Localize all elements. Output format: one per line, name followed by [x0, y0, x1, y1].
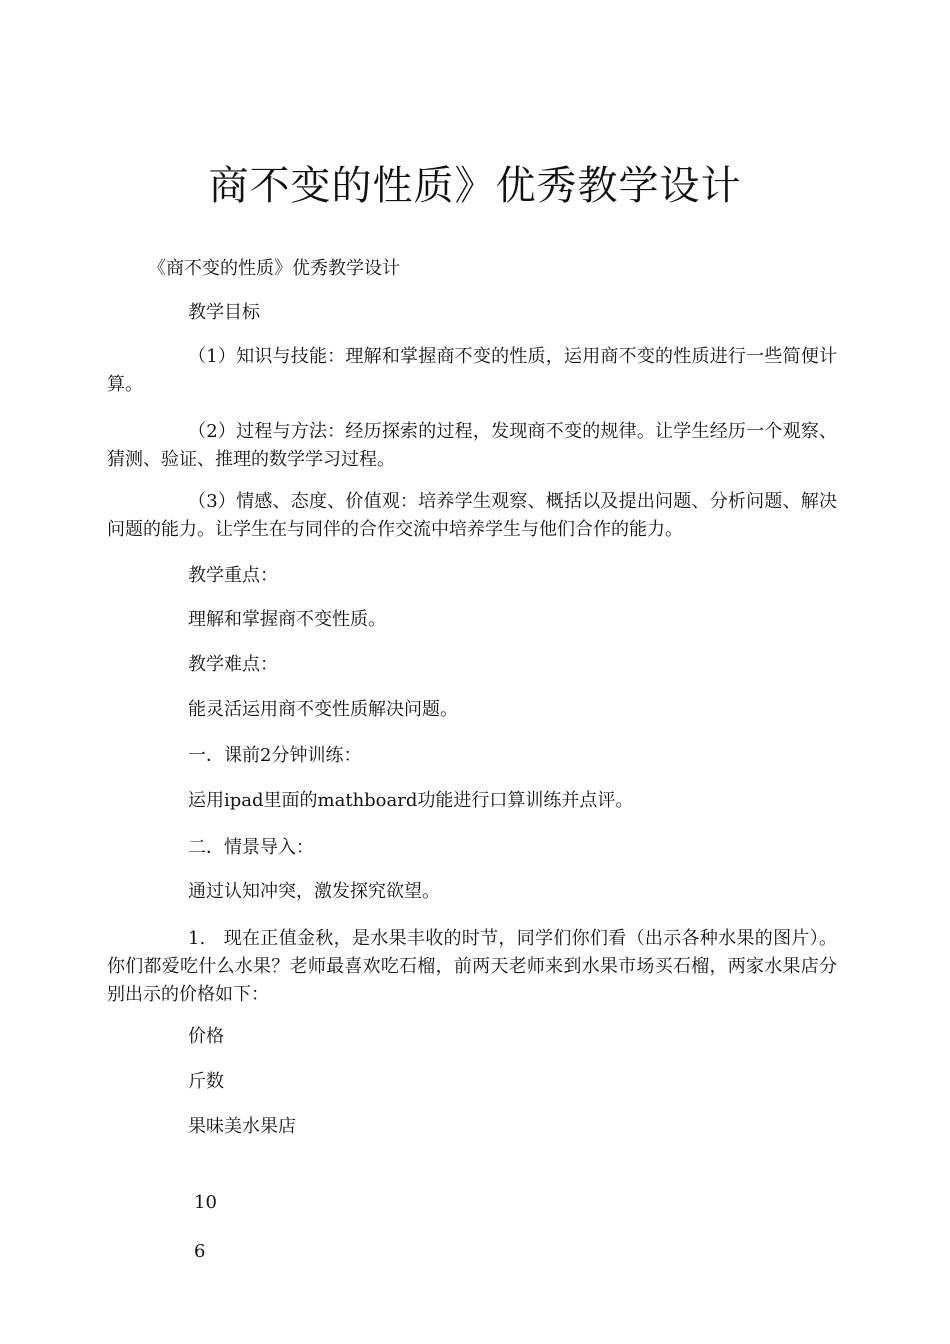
- difficulty-heading: 教学难点：: [188, 654, 278, 675]
- table-header-weight: 斤数: [188, 1071, 224, 1092]
- document-subtitle: 《商不变的性质》优秀教学设计: [148, 258, 400, 279]
- document-title: 商不变的性质》优秀教学设计: [208, 163, 742, 209]
- difficulty-content: 能灵活运用商不变性质解决问题。: [188, 699, 458, 720]
- goal-knowledge-skills: （1）知识与技能：理解和掌握商不变的性质，运用商不变的性质进行一些简便计算。: [107, 346, 837, 395]
- key-point-content: 理解和掌握商不变性质。: [188, 609, 386, 630]
- table-shop-name: 果味美水果店: [188, 1116, 296, 1137]
- section-2-heading: 二．情景导入：: [188, 837, 314, 858]
- section-1-content: 运用ipad里面的mathboard功能进行口算训练并点评。: [188, 790, 634, 811]
- goal-process-method: （2）过程与方法：经历探索的过程，发现商不变的规律。让学生经历一个观察、猜测、验证、推理的数学学习过程。: [107, 421, 837, 470]
- section-1-heading: 一．课前2分钟训练：: [188, 745, 362, 766]
- key-point-heading: 教学重点：: [188, 565, 278, 586]
- table-header-price: 价格: [188, 1026, 224, 1047]
- table-cell-value: 6: [194, 1241, 206, 1262]
- goals-heading: 教学目标: [188, 302, 260, 323]
- scenario-paragraph: 1. 现在正值金秋，是水果丰收的时节，同学们你们看（出示各种水果的图片）。你们都爱吃什么水果？老师最喜欢吃石榴，前两天老师来到水果市场买石榴，两家水果店分别出示的价格如下：: [107, 928, 837, 1005]
- table-cell-value: 10: [194, 1192, 217, 1213]
- goal-emotion-attitude: （3）情感、态度、价值观：培养学生观察、概括以及提出问题、分析问题、解决问题的能力。让学生在与同伴的合作交流中培养学生与他们合作的能力。: [107, 491, 837, 540]
- section-2-content: 通过认知冲突，激发探究欲望。: [188, 881, 440, 902]
